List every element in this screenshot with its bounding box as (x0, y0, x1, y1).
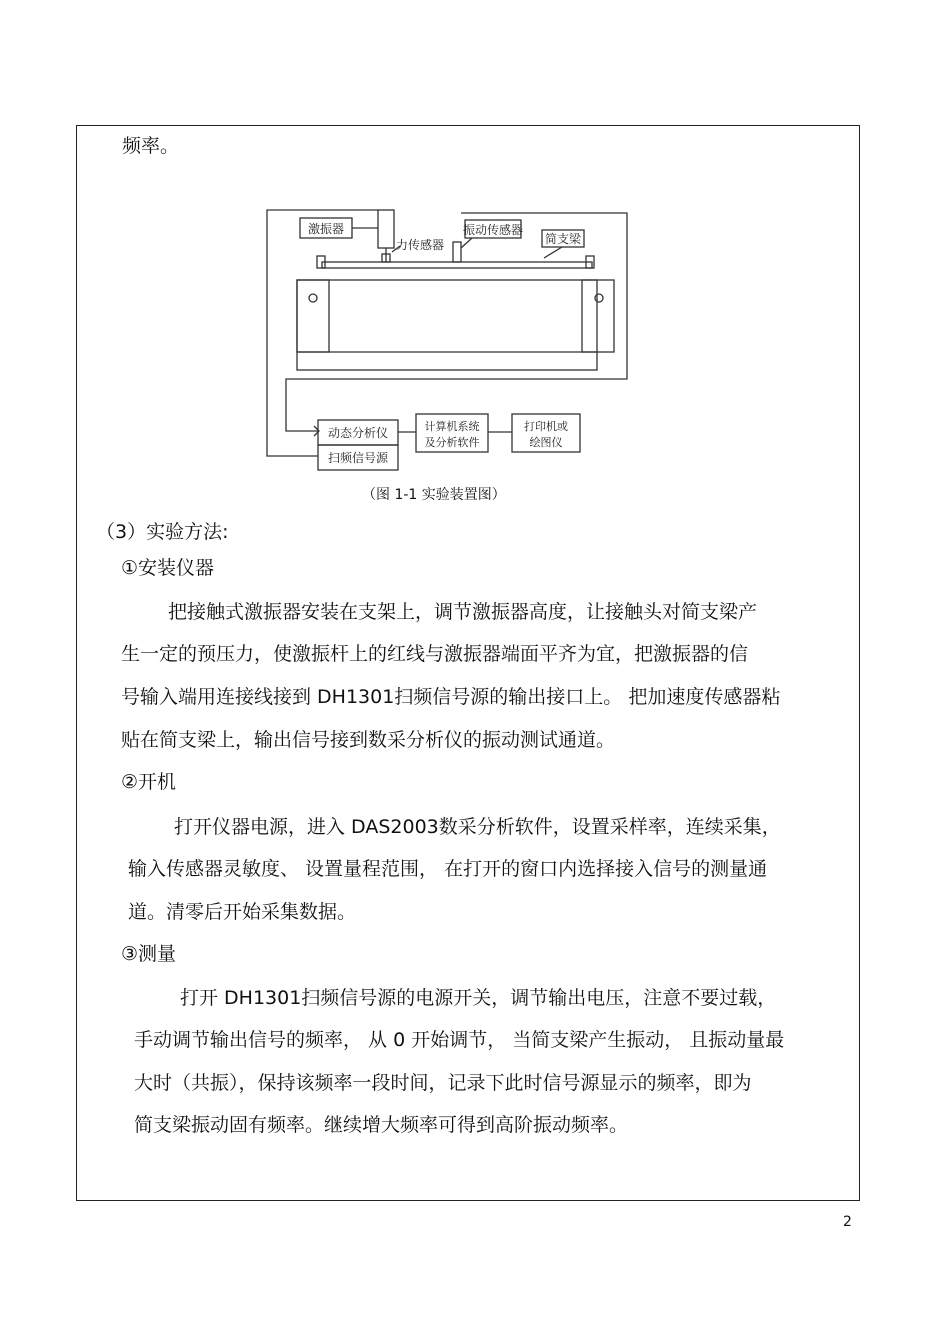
step-line: 道。清零后开始采集数据。 (128, 901, 357, 923)
label-computer-line1: 计算机系统 (424, 420, 480, 433)
step-line: 打开仪器电源，进入 DAS2003数采分析软件，设置采样率，连续采集， (174, 816, 781, 838)
label-computer-line2: 及分析软件 (424, 436, 480, 449)
figure-caption: （图 1-1 实验装置图） (362, 487, 506, 503)
label-printer-line2: 绘图仪 (529, 436, 563, 449)
label-sweep-source: 扫频信号源 (327, 451, 389, 465)
step-line: 输入传感器灵敏度、 设置量程范围， 在打开的窗口内选择接入信号的测量通 (128, 858, 768, 880)
step-line: 号输入端用连接线接到 DH1301扫频信号源的输出接口上。 把加速度传感器粘 (121, 686, 781, 708)
label-printer-line1: 打印机或 (524, 420, 568, 433)
step-line: 贴在简支梁上，输出信号接到数采分析仪的振动测试通道。 (121, 729, 616, 751)
label-beam: 简支梁 (544, 232, 582, 246)
page-number: 2 (843, 1214, 852, 1230)
step-title: ③测量 (121, 943, 177, 965)
step-line: 生一定的预压力，使激振杆上的红线与激振器端面平齐为宜，把激振器的信 (121, 643, 749, 665)
step-line: 手动调节输出信号的频率， 从 0 开始调节， 当简支梁产生振动， 且振动量最 (134, 1029, 785, 1051)
step-line: 简支梁振动固有频率。继续增大频率可得到高阶振动频率。 (134, 1114, 629, 1136)
step-line: 大时（共振），保持该频率一段时间，记录下此时信号源显示的频率，即为 (134, 1072, 752, 1094)
step-line: 打开 DH1301扫频信号源的电源开关，调节输出电压，注意不要过载， (180, 987, 777, 1009)
step-line: 把接触式激振器安装在支架上，调节激振器高度，让接触头对简支梁产 (168, 601, 758, 623)
label-analyzer: 动态分析仪 (327, 426, 389, 440)
top-line: 频率。 (122, 135, 180, 157)
label-exciter: 激振器 (307, 222, 345, 236)
label-force-sensor: 力传感器 (395, 238, 445, 252)
step-title: ①安装仪器 (121, 557, 215, 579)
label-vibration-sensor: 振动传感器 (462, 223, 524, 237)
setup-diagram (262, 198, 632, 474)
section-heading: （3）实验方法: (96, 521, 229, 543)
step-title: ②开机 (121, 771, 177, 793)
